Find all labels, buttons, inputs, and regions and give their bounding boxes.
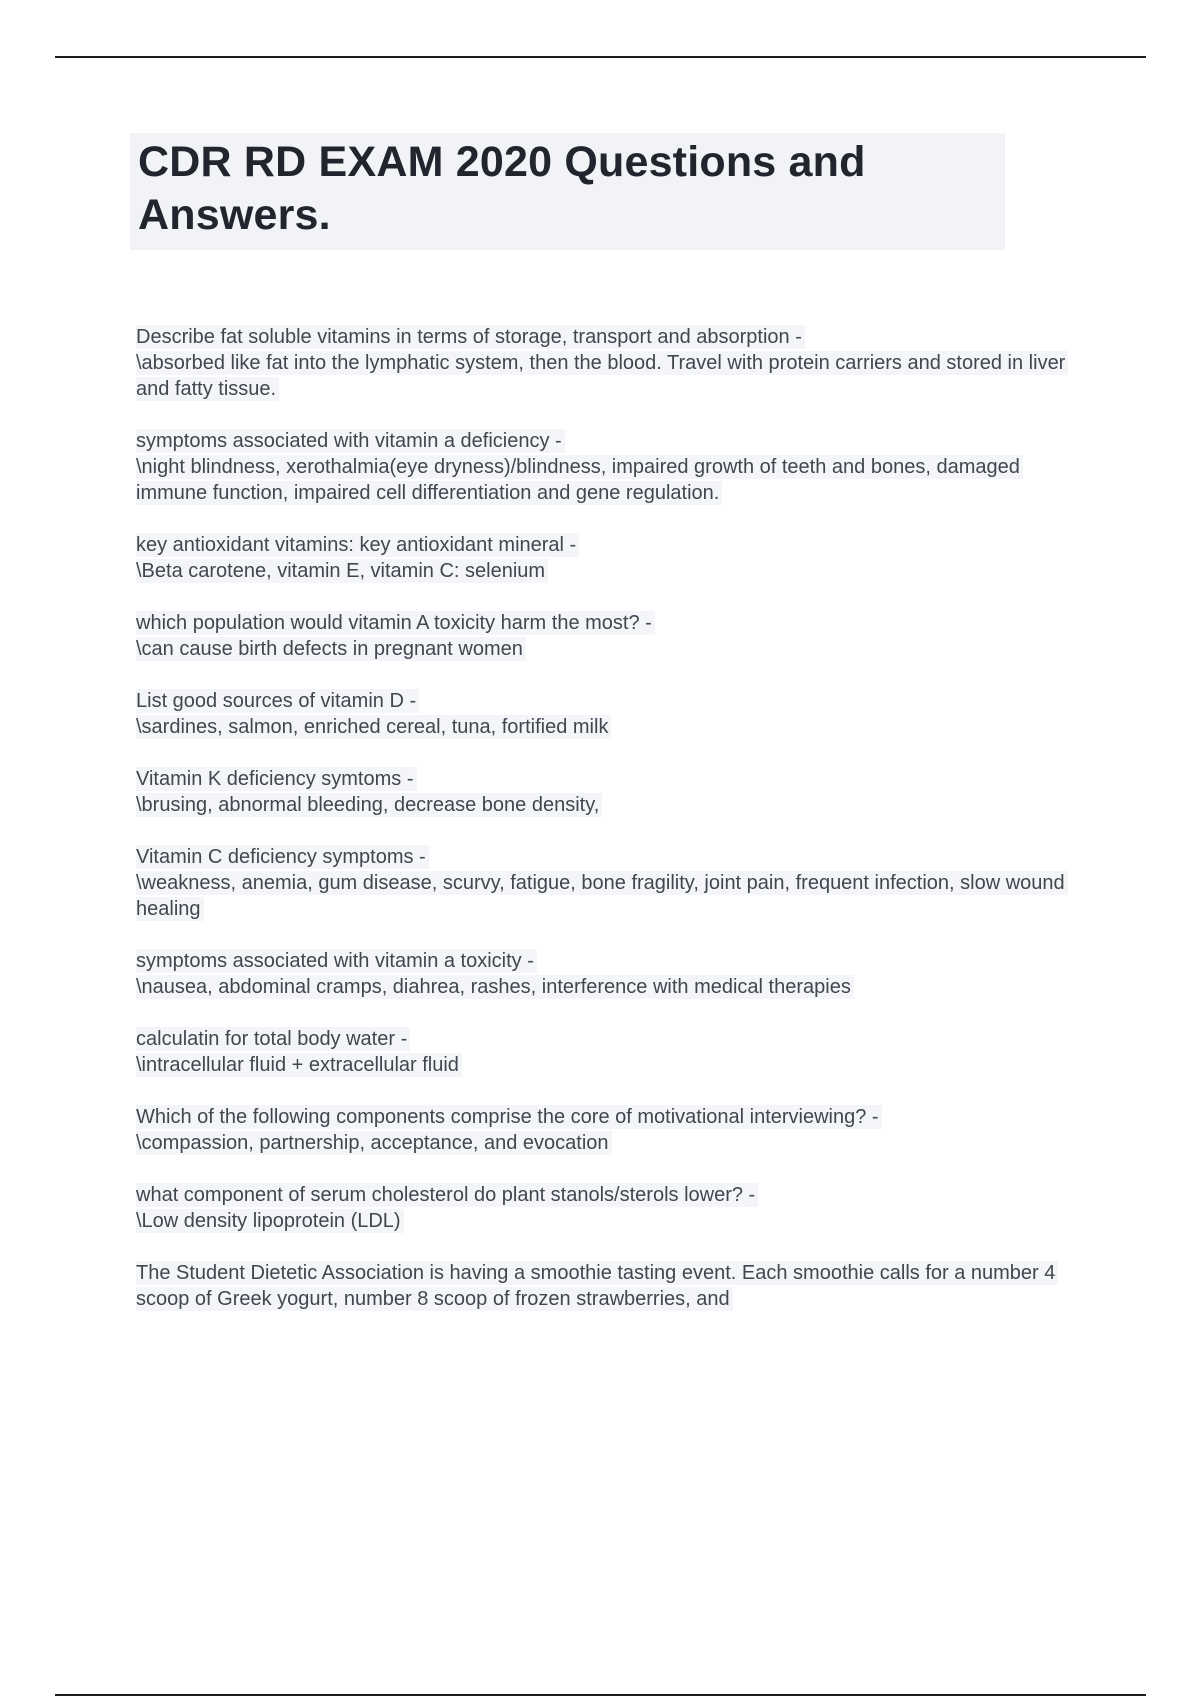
answer-text: \weakness, anemia, gum disease, scurvy, fatigue, bone fragility, joint pain, frequent infection, slow wound healing: [136, 871, 1068, 921]
qa-block: [136, 1260, 1070, 1312]
answer-text: \brusing, abnormal bleeding, decrease bone density,: [136, 793, 602, 817]
qa-block: [136, 766, 1070, 818]
qa-block: [136, 1104, 1070, 1156]
qa-block: [136, 688, 1070, 740]
answer-text: \compassion, partnership, acceptance, and evocation: [136, 1131, 612, 1155]
page-content: [130, 133, 1070, 1338]
answer-text: \Low density lipoprotein (LDL): [136, 1209, 404, 1233]
question-text: The Student Dietetic Association is having a smoothie tasting event. Each smoothie calls for a number 4 scoop of Greek yogurt, number 8 scoop of frozen strawberries, and: [136, 1261, 1058, 1311]
bottom-rule: [55, 1694, 1146, 1696]
question-text: List good sources of vitamin D -: [136, 689, 419, 713]
qa-block: [136, 1182, 1070, 1234]
top-rule: [55, 56, 1146, 58]
answer-text: \nausea, abdominal cramps, diahrea, rashes, interference with medical therapies: [136, 975, 854, 999]
qa-block: [136, 610, 1070, 662]
answer-text: \sardines, salmon, enriched cereal, tuna, fortified milk: [136, 715, 611, 739]
qa-block: [136, 844, 1070, 922]
answer-text: \can cause birth defects in pregnant women: [136, 637, 526, 661]
question-text: which population would vitamin A toxicity harm the most? -: [136, 611, 655, 635]
question-text: Vitamin K deficiency symtoms -: [136, 767, 417, 791]
qa-block: [136, 428, 1070, 506]
qa-block: [136, 948, 1070, 1000]
answer-text: \night blindness, xerothalmia(eye dryness)/blindness, impaired growth of teeth and bones, damaged immune function, impaired cell differentiation and gene regulation.: [136, 455, 1023, 505]
question-text: Vitamin C deficiency symptoms -: [136, 845, 429, 869]
qa-list: [130, 324, 1070, 1312]
answer-text: \intracellular fluid + extracellular fluid: [136, 1053, 462, 1077]
qa-block: [136, 324, 1070, 402]
question-text: calculatin for total body water -: [136, 1027, 410, 1051]
question-text: symptoms associated with vitamin a toxicity -: [136, 949, 537, 973]
answer-text: \Beta carotene, vitamin E, vitamin C: selenium: [136, 559, 548, 583]
qa-block: [136, 1026, 1070, 1078]
qa-block: [136, 532, 1070, 584]
answer-text: \absorbed like fat into the lymphatic system, then the blood. Travel with protein carriers and stored in liver and fatty tissue.: [136, 351, 1068, 401]
question-text: Describe fat soluble vitamins in terms of storage, transport and absorption -: [136, 325, 805, 349]
page-title: CDR RD EXAM 2020 Questions and Answers.: [130, 133, 1005, 250]
question-text: symptoms associated with vitamin a deficiency -: [136, 429, 565, 453]
question-text: Which of the following components comprise the core of motivational interviewing? -: [136, 1105, 882, 1129]
question-text: what component of serum cholesterol do plant stanols/sterols lower? -: [136, 1183, 758, 1207]
question-text: key antioxidant vitamins: key antioxidant mineral -: [136, 533, 579, 557]
